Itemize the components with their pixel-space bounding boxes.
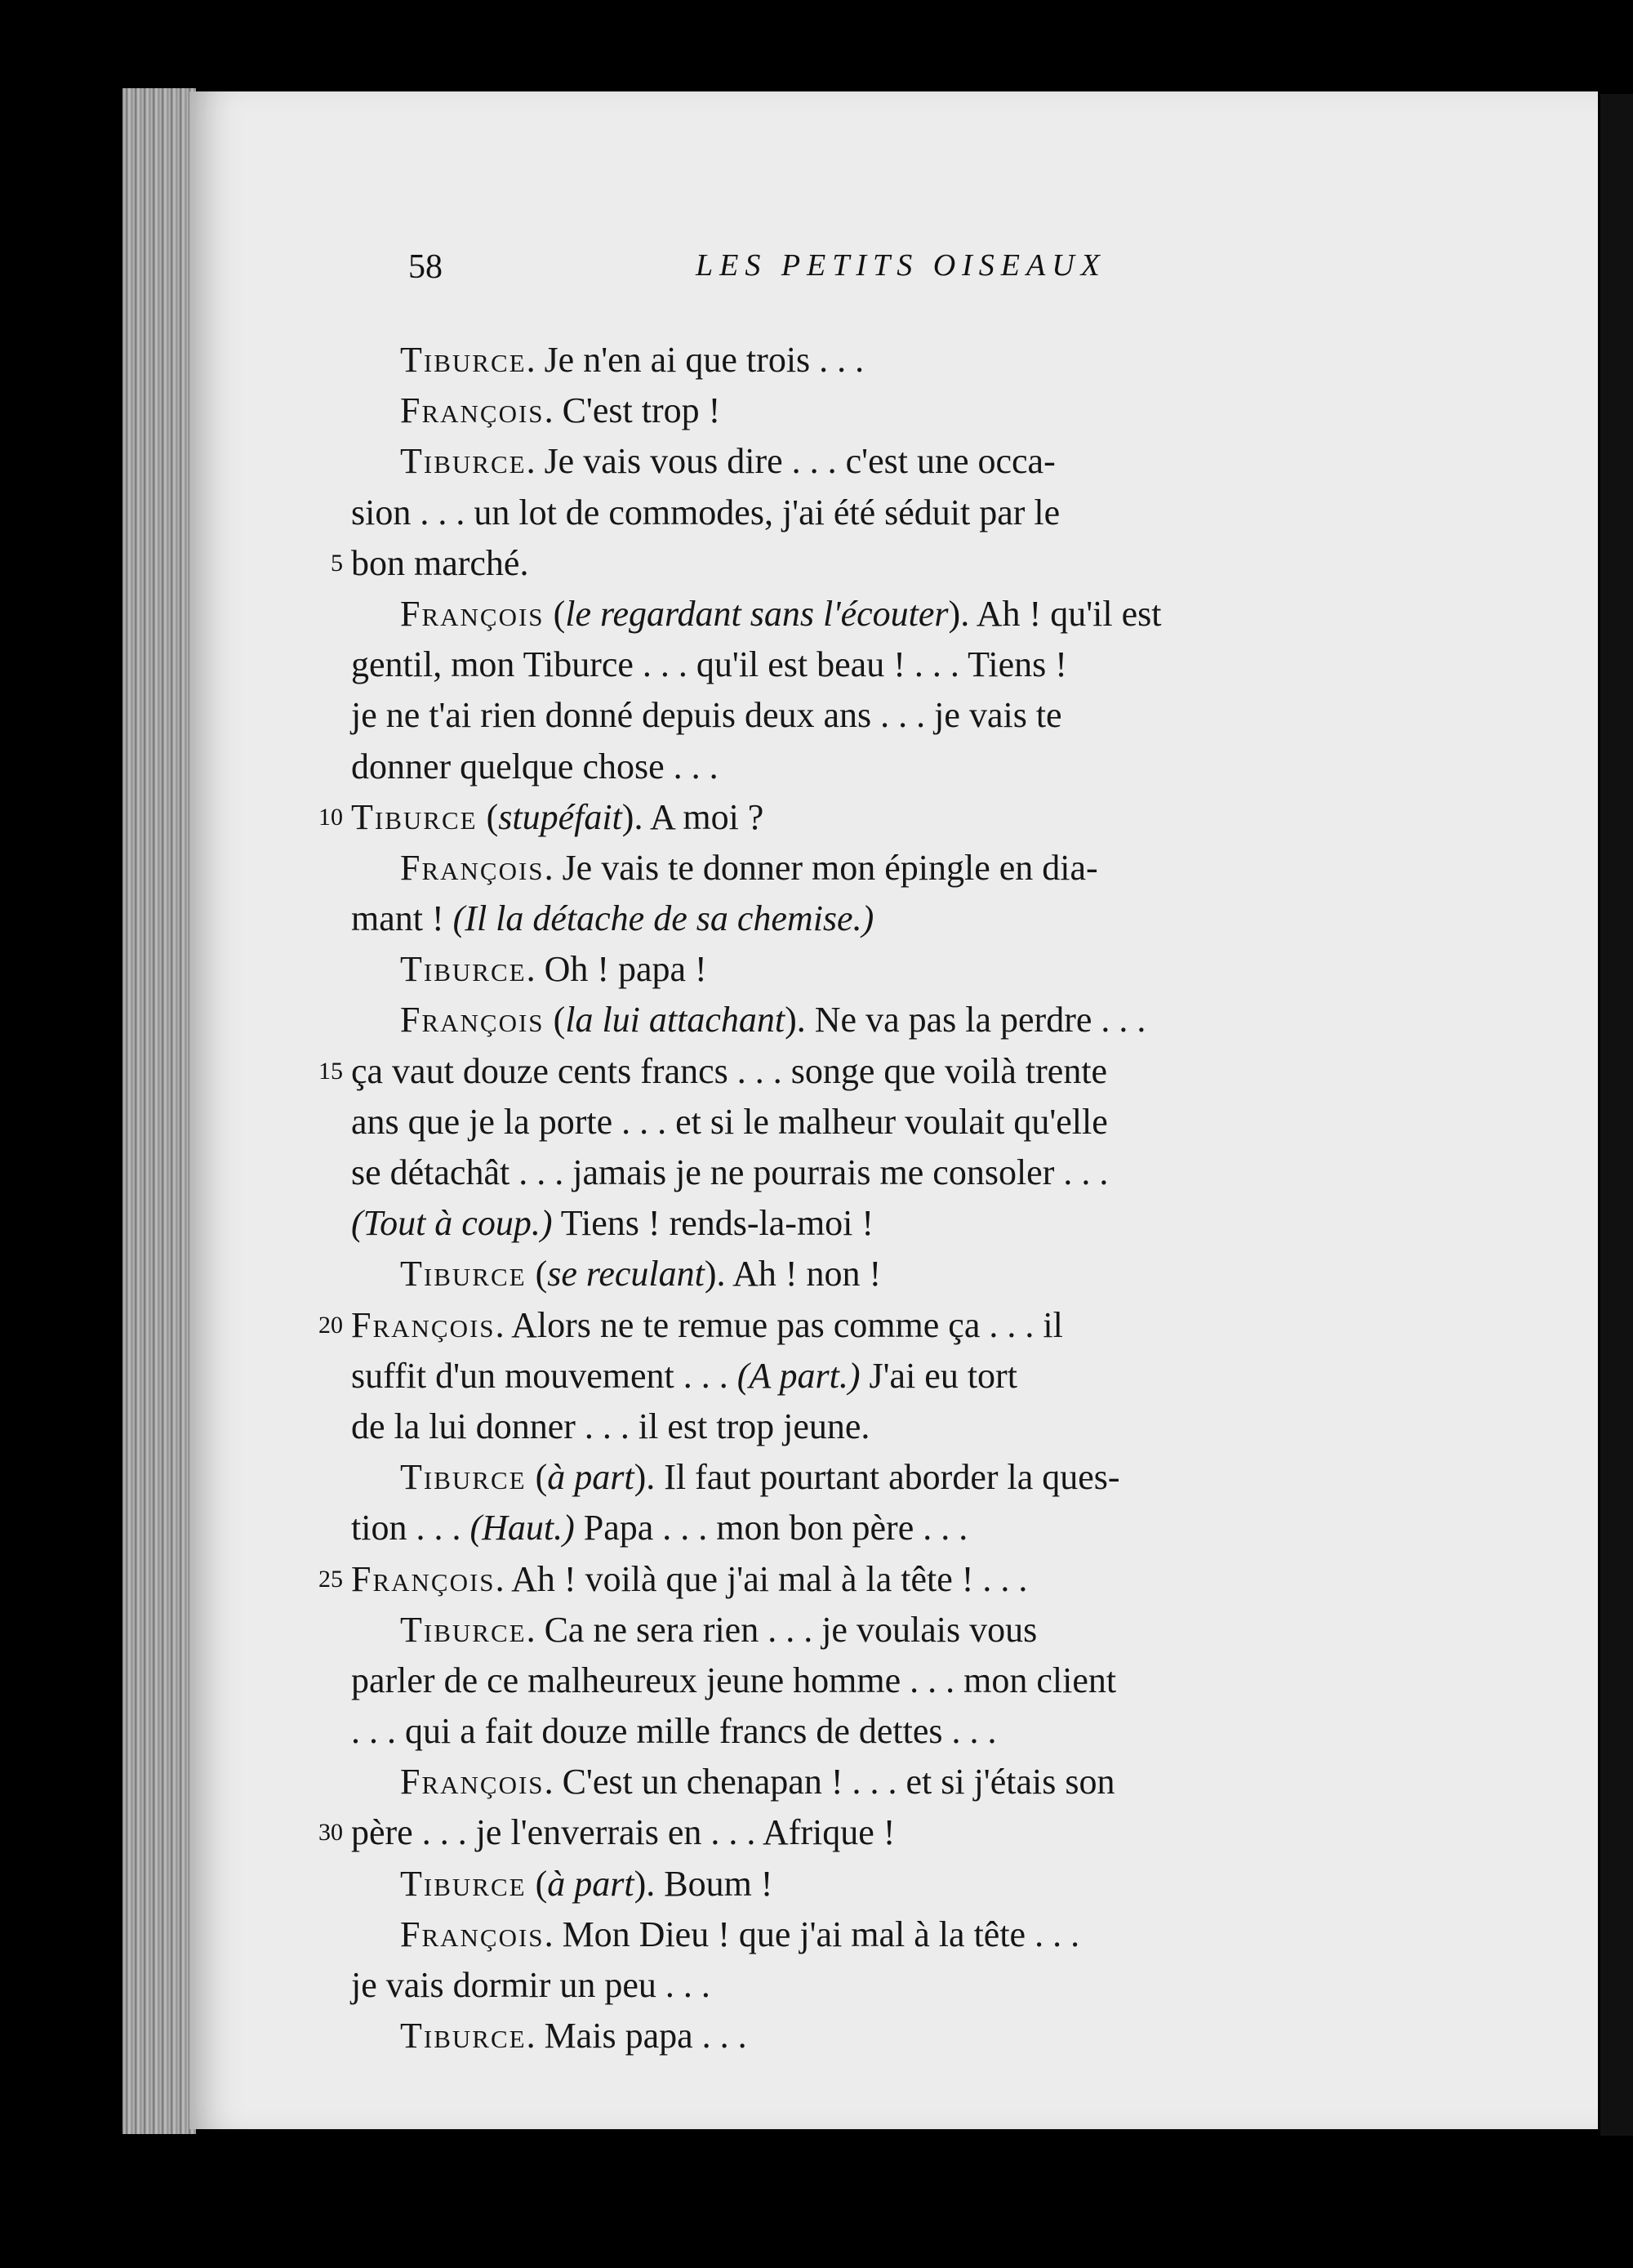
dialogue: donner quelque chose . . . bbox=[351, 746, 719, 786]
line-number: 30 bbox=[318, 1819, 343, 1847]
line-number: 25 bbox=[318, 1565, 343, 1593]
text-line bbox=[351, 436, 1437, 487]
text-line: 10 Tiburce (stupéfait). A moi ? bbox=[351, 792, 1437, 843]
speaker-name: François bbox=[400, 847, 545, 888]
stage-direction: (Il la détache de sa chemise.) bbox=[452, 898, 874, 939]
speaker-name: Tiburce bbox=[351, 796, 478, 837]
text-line bbox=[351, 1503, 1437, 1553]
dialogue: ans que je la porte . . . et si le malheur voulait qu'elle bbox=[351, 1101, 1108, 1142]
dialogue: Tiens ! rends-la-moi ! bbox=[560, 1203, 874, 1244]
dialogue: de la lui donner . . . il est trop jeune. bbox=[351, 1406, 870, 1446]
dialogue: . Il faut pourtant aborder la ques- bbox=[646, 1457, 1120, 1498]
running-head bbox=[408, 247, 1339, 296]
text-line: François (le regardant sans l'écouter). Ah ! qu'il est bbox=[400, 593, 1162, 634]
text-line bbox=[318, 1554, 1437, 1605]
speaker-name: François bbox=[400, 1914, 545, 1954]
dialogue: . Oh ! papa ! bbox=[526, 949, 707, 990]
speaker-name: François bbox=[351, 1304, 496, 1345]
dialogue: . Ah ! voilà que j'ai mal à la tête ! . . . bbox=[495, 1558, 1028, 1599]
speaker-name: Tiburce bbox=[400, 1863, 527, 1904]
text-line: François (la lui attachant). Ne va pas la perdre . . . bbox=[400, 1000, 1146, 1040]
dialogue: . C'est un chenapan ! . . . et si j'étais son bbox=[544, 1762, 1115, 1802]
dialogue: tion . . . bbox=[351, 1508, 461, 1548]
text-line bbox=[351, 1909, 1437, 1960]
page-edge bbox=[122, 88, 196, 2134]
text-line bbox=[318, 1807, 1437, 1858]
text-line bbox=[351, 385, 1437, 436]
speaker-name: François bbox=[400, 1762, 545, 1802]
dialogue: se détachât . . . jamais je ne pourrais me consoler . . . bbox=[351, 1152, 1109, 1192]
text-line bbox=[351, 1655, 1437, 1706]
dialogue: . . . qui a fait douze mille francs de dettes . . . bbox=[351, 1711, 997, 1752]
speaker-name: Tiburce bbox=[400, 340, 527, 380]
dialogue: . Ne va pas la perdre . . . bbox=[796, 1000, 1146, 1040]
text-line bbox=[351, 639, 1437, 690]
stage-direction: la lui attachant bbox=[565, 1000, 785, 1040]
speaker-name: Tiburce bbox=[400, 441, 527, 482]
binding-shadow bbox=[1600, 94, 1633, 2136]
text-line bbox=[318, 1046, 1437, 1097]
text-line bbox=[351, 1147, 1437, 1198]
text-line bbox=[351, 690, 1437, 741]
text-line bbox=[351, 1097, 1437, 1147]
dialogue: . Je vais vous dire . . . c'est une occa- bbox=[526, 441, 1056, 482]
text-line bbox=[351, 742, 1437, 792]
speaker-name: François bbox=[400, 593, 545, 634]
text-line bbox=[318, 1300, 1437, 1351]
play-text bbox=[318, 335, 1437, 2061]
dialogue: . Ah ! non ! bbox=[716, 1254, 882, 1294]
stage-direction: se reculant bbox=[547, 1254, 705, 1294]
text-line bbox=[351, 843, 1437, 893]
speaker-name: Tiburce bbox=[400, 2016, 527, 2056]
text-line bbox=[351, 1605, 1437, 1655]
stage-direction: (A part.) bbox=[736, 1355, 861, 1396]
dialogue: . Je vais te donner mon épingle en dia- bbox=[544, 847, 1098, 888]
dialogue: bon marché. bbox=[351, 542, 529, 583]
stage-direction: (Tout à coup.) bbox=[351, 1203, 553, 1244]
text-line bbox=[331, 538, 1437, 589]
dialogue: parler de ce malheureux jeune homme . . . mon client bbox=[351, 1660, 1117, 1700]
stage-direction: à part bbox=[547, 1863, 634, 1904]
dialogue: . Mon Dieu ! que j'ai mal à la tête . . . bbox=[544, 1914, 1080, 1954]
text-line bbox=[351, 1401, 1437, 1452]
dialogue: . Mais papa . . . bbox=[526, 2016, 747, 2056]
dialogue: père . . . je l'enverrais en . . . Afrique ! bbox=[351, 1812, 896, 1853]
dialogue: suffit d'un mouvement . . . bbox=[351, 1355, 728, 1396]
line-number: 10 bbox=[318, 803, 343, 831]
text-line bbox=[351, 1960, 1437, 2011]
stage-direction: le regardant sans l'écouter bbox=[565, 593, 949, 634]
text-line: Tiburce (à part). Boum ! bbox=[400, 1863, 773, 1904]
dialogue: Papa . . . mon bon père . . . bbox=[583, 1508, 968, 1548]
dialogue: . A moi ? bbox=[634, 796, 764, 837]
dialogue: . Ca ne sera rien . . . je voulais vous bbox=[526, 1609, 1038, 1650]
dialogue: . Je n'en ai que trois . . . bbox=[526, 340, 865, 380]
dialogue: je ne t'ai rien donné depuis deux ans . . . je vais te bbox=[351, 695, 1062, 736]
speaker-name: Tiburce bbox=[400, 949, 527, 990]
stage-direction: stupéfait bbox=[498, 796, 622, 837]
dialogue: . C'est trop ! bbox=[544, 390, 721, 431]
dialogue: ça vaut douze cents francs . . . songe que voilà trente bbox=[351, 1050, 1108, 1091]
text-line bbox=[351, 2011, 1437, 2061]
line-number: 20 bbox=[318, 1311, 343, 1339]
stage-direction: à part bbox=[547, 1457, 634, 1498]
speaker-name: Tiburce bbox=[400, 1609, 527, 1650]
speaker-name: François bbox=[351, 1558, 496, 1599]
page-number: 58 bbox=[408, 248, 443, 286]
text-line bbox=[351, 335, 1437, 385]
dialogue: . Alors ne te remue pas comme ça . . . il bbox=[495, 1304, 1063, 1345]
text-line bbox=[351, 1351, 1437, 1401]
dialogue: mant ! bbox=[351, 898, 444, 939]
text-line: Tiburce (se reculant). Ah ! non ! bbox=[400, 1254, 882, 1294]
text-line bbox=[351, 944, 1437, 995]
text-line bbox=[351, 488, 1437, 538]
dialogue: sion . . . un lot de commodes, j'ai été séduit par le bbox=[351, 492, 1061, 532]
dialogue: J'ai eu tort bbox=[869, 1355, 1017, 1396]
speaker-name: Tiburce bbox=[400, 1254, 527, 1294]
line-number: 5 bbox=[331, 549, 343, 577]
speaker-name: François bbox=[400, 1000, 545, 1040]
dialogue: gentil, mon Tiburce . . . qu'il est beau ! . . . Tiens ! bbox=[351, 644, 1067, 685]
text-line: Tiburce (à part). Il faut pourtant aborder la ques- bbox=[400, 1457, 1120, 1498]
speaker-name: François bbox=[400, 390, 545, 431]
dialogue: . Boum ! bbox=[646, 1863, 773, 1904]
text-line bbox=[351, 893, 1437, 944]
text-line bbox=[351, 1198, 1437, 1249]
line-number: 15 bbox=[318, 1057, 343, 1085]
text-line bbox=[351, 1706, 1437, 1757]
speaker-name: Tiburce bbox=[400, 1457, 527, 1498]
stage-direction: (Haut.) bbox=[469, 1508, 575, 1548]
dialogue: je vais dormir un peu . . . bbox=[351, 1965, 710, 2005]
running-title: LES PETITS OISEAUX bbox=[696, 248, 1106, 283]
dialogue: . Ah ! qu'il est bbox=[960, 593, 1162, 634]
text-line bbox=[351, 1757, 1437, 1807]
